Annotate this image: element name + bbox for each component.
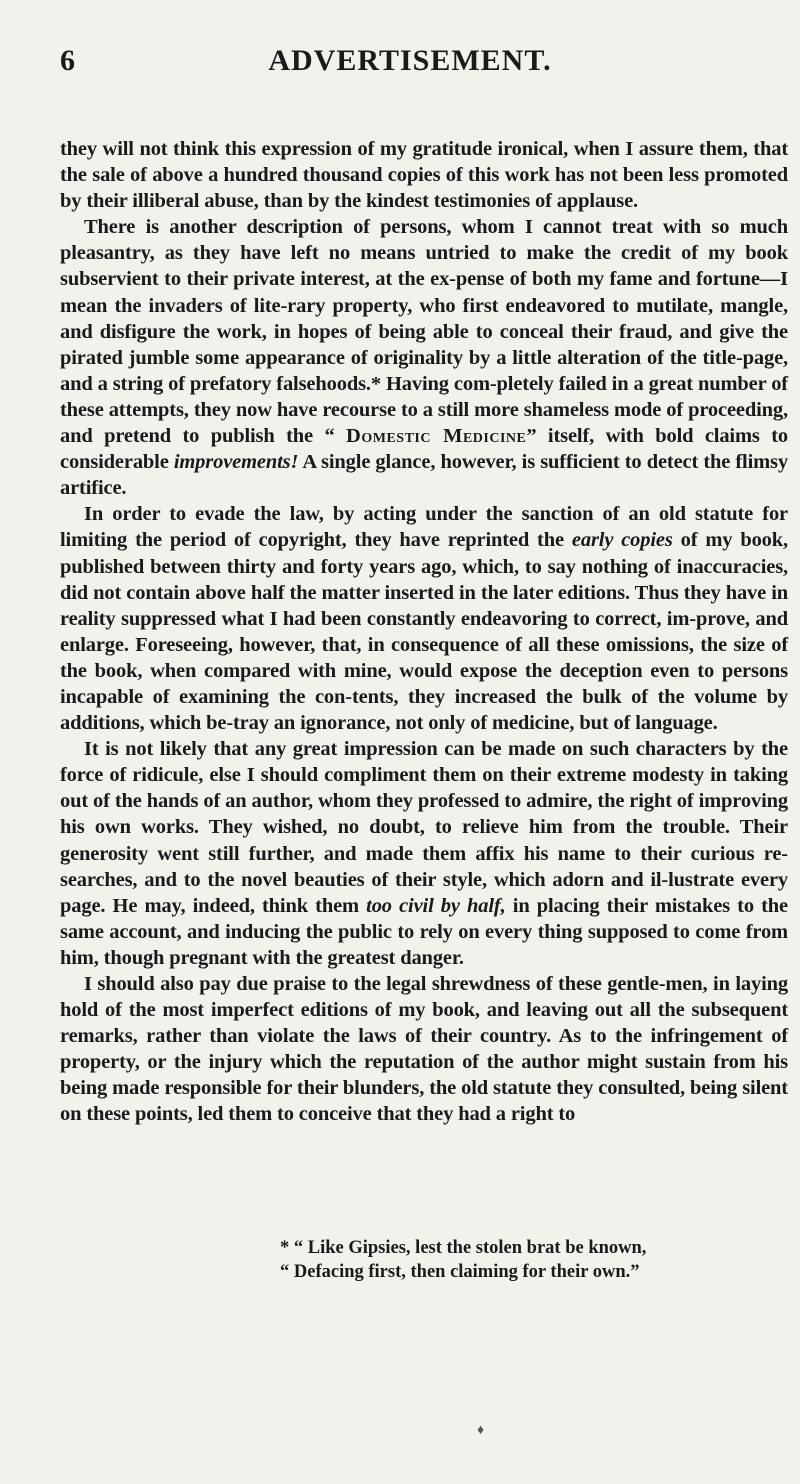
text-run: in placing their mistakes to the same account, and inducing the public to rely on every thing supposed to come from him, though pregnant with the greatest danger. (60, 894, 788, 969)
text-run: It is not likely that any great impression can be made on such characters by the force of ridicule, else I should compliment them on their extreme modesty in taking out of the hands of an author, whom they professed to admire, the right of improving his own works. They wished, no doubt, to relieve him from the trouble. Their generosity went still further, and made them affix his name to their curious re-searches, and to the novel beauties of their style, which adorn and il-lustrate every page. He may, indeed, think them (60, 738, 788, 917)
printer-mark-icon: ♦ (477, 1423, 485, 1438)
text-run: I should also pay due praise to the legal shrewdness of these gentle-men, in laying hold of the most imperfect editions of my book, and leaving out all the subsequent remarks, rather than violate the laws of their country. As to the infringement of property, or the injury which the reputation of the author might sustain from his being made responsible for their blunders, the old statute they consulted, being silent on these points, led them to conceive that they had a right to (60, 973, 788, 1126)
text-run: of my book, published between thirty and forty years ago, which, to say nothing of inaccuracies, did not contain above half the matter inserted in the later editions. Thus they have in reality suppressed what I had been constantly endeavoring to correct, im-prove, and enlarge. Foreseeing, however, that, in consequence of all these omissions, the size of the book, when compared with mine, would expose the deception even to persons incapable of examining the con-tents, they increased the bulk of the volume by additions, which be-tray an ignorance, not only of medicine, but of language. (60, 529, 788, 735)
text-run: ” itself, with bold claims to considerable (60, 425, 788, 474)
text-run: A single glance, however, is sufficient to detect the flimsy artifice. (60, 451, 788, 500)
paragraph (60, 501, 788, 736)
footnote (280, 1236, 780, 1284)
body-text (60, 136, 788, 1128)
running-head-title: ADVERTISEMENT. (268, 44, 552, 77)
paragraph (60, 214, 788, 501)
footnote-line-2: “ Defacing first, then claiming for their own.” (280, 1262, 640, 1282)
text-run: There is another description of persons, whom I cannot treat with so much pleasantry, as they have left no means untried to make the credit of my book subservient to their private interest, at the ex-pense of both my fame and fortune—I mean the invaders of lite-rary property, who first endeavored to mutilate, mangle, and disfigure the work, in hopes of being able to conceal their fraud, and give the pirated jumble some appearance of originality by a little alteration of the title-page, and a string of prefatory falsehoods.* Having com-pletely failed in a great number of these attempts, they now have recourse to a still more shameless mode of proceeding, and pretend to publish the “ (60, 216, 788, 448)
italic-text: improvements! (173, 451, 299, 474)
footnote-line-1: * “ Like Gipsies, lest the stolen brat be known, (280, 1238, 647, 1258)
italic-text: early copies (571, 529, 673, 552)
page-number: 6 (60, 44, 75, 77)
text-run: In order to evade the law, by acting under the sanction of an old statute for limiting the period of copyright, they have reprinted the (60, 503, 788, 552)
paragraph (60, 136, 788, 214)
paragraph (60, 736, 788, 971)
small-caps-text: Domestic Medicine (346, 425, 527, 448)
paragraph (60, 971, 788, 1128)
running-head (60, 44, 760, 84)
italic-text: too civil by half, (366, 894, 506, 917)
text-run: they will not think this expression of my gratitude ironical, when I assure them, that the sale of above a hundred thousand copies of this work has not been less promoted by their illiberal abuse, than by the kindest testimonies of applause. (60, 138, 788, 213)
